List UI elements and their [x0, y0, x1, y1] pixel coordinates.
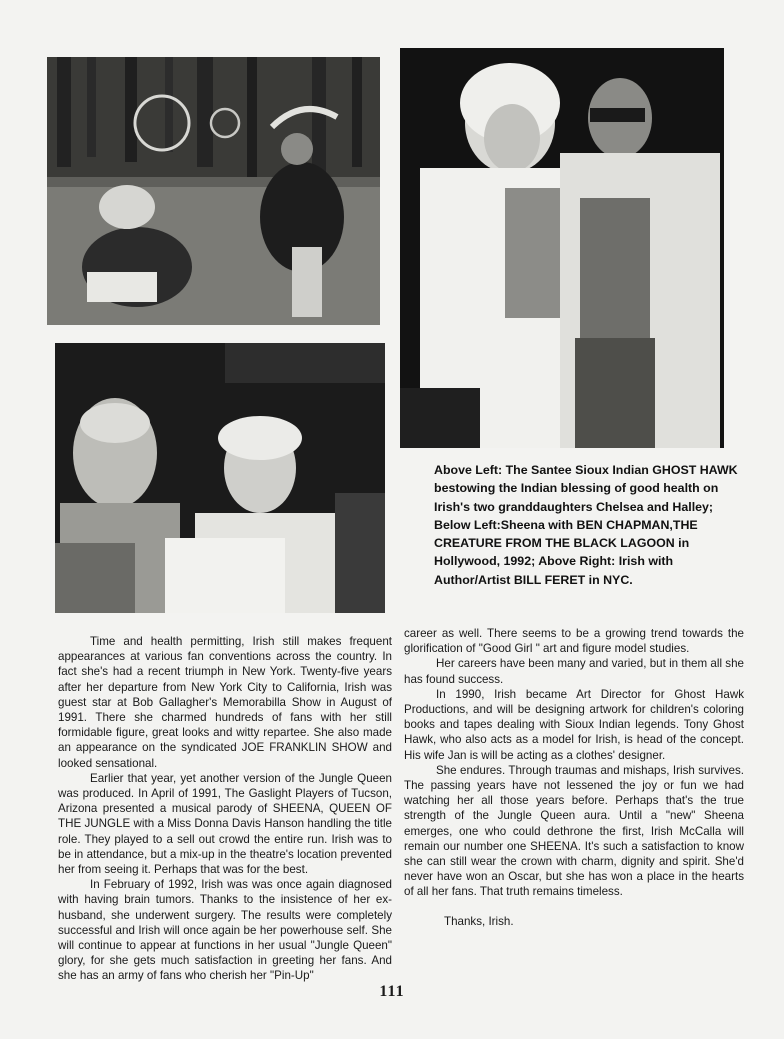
article-paragraph: Her careers have been many and varied, but in them all she has found success.: [404, 657, 744, 686]
page-number: 111: [379, 983, 405, 1000]
article-paragraph: Earlier that year, yet another version of the Jungle Queen was produced. In April of 1991, The Gaslight Players of Tucson, Arizona presented a musical parody of SHEENA, QUEEN OF THE JUNGLE with a Miss Donna Davis Hanson handling the title role. They played to a sell out crowd the entire run. Irish was to be in attendance, but a mix-up in the theatre's location prevented her from seeing it. Perhaps that was for the best.: [58, 771, 392, 877]
photo-image-icon: [47, 57, 380, 325]
article-paragraph: Time and health permitting, Irish still makes frequent appearances at various fan conventions across the country. In fact she's had a recent triumph in New York. Twenty-five years after her departure from New York City to California, Irish was guest star at Bob Gallagher's Memorabilla Show in August of 1991. There she charmed hundreds of fans with her still formidable figure, great looks and witty repartee. She also made an appearance on the syndicated JOE FRANKLIN SHOW and looked sensational.: [58, 635, 392, 770]
article-right-column: [404, 626, 744, 929]
photo-image-icon: [400, 48, 724, 448]
photo-sheena-with-ben-chapman: [55, 343, 385, 613]
photo-image-icon: [55, 343, 385, 613]
photo-ghost-hawk-blessing: [47, 57, 380, 325]
photo-irish-with-bill-feret: [400, 48, 724, 448]
article-paragraph: In 1990, Irish became Art Director for Ghost Hawk Productions, and will be designing artwork for children's coloring books and tapes dealing with Sioux Indian legends. Tony Ghost Hawk, who also acts as a model for Irish, is head of the concept. His wife Jan is will be acting as a clothes' designer.: [404, 687, 744, 762]
article-left-column: [58, 634, 392, 984]
article-paragraph: She endures. Through traumas and mishaps, Irish survives. The passing years have not lessened the joy or fun we had watching her all those years before. Perhaps that's the true strength of the Jungle Queen aura. Until a "new" Sheena emerges, one who could dethrone the first, Irish McCalla will remain our number one SHEENA. It's such a satisfaction to know she can still wear the crown with charm, dignity and spirit. She'd never have won an Oscar, but she has won a place in the hearts of all her fans. That truth remains timeless.: [404, 763, 744, 899]
article-paragraph: In February of 1992, Irish was was once again diagnosed with having brain tumors. Thanks to the insistence of her ex-husband, she underwent surgery. The results were completely successful and Irish will once again be her powerhouse self. She will continue to appear at functions in her usual "Jungle Queen" glory, for she gets much satisfaction in greeting her fans. And she has an army of fans who cherish her "Pin-Up": [58, 878, 392, 983]
article-paragraph-continuation: career as well. There seems to be a growing trend towards the glorification of "Good Girl " art and figure model studies.: [404, 627, 744, 656]
article-signoff: Thanks, Irish.: [444, 914, 514, 928]
photo-caption: Above Left: The Santee Sioux Indian GHOST HAWK bestowing the Indian blessing of good health on Irish's two granddaughters Chelsea and Halley; Below Left:Sheena with BEN CHAPMAN,THE CREATURE FROM THE BLACK LAGOON in Hollywood, 1992; Above Right: Irish with Author/Artist BILL FERET in NYC.: [434, 463, 738, 587]
